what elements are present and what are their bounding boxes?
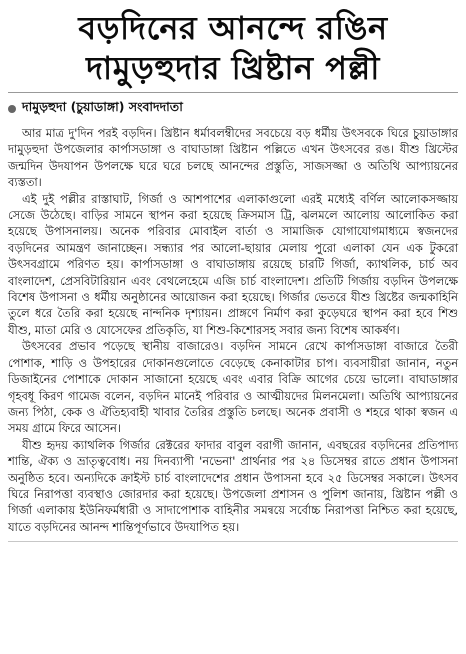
byline (8, 99, 458, 119)
headline-divider (8, 92, 458, 93)
headline-line-1: বড়দিনের আনন্দে রঙিন (78, 9, 388, 47)
headline (8, 8, 458, 88)
byline-text: দামুড়হুদা (চুয়াডাঙ্গা) সংবাদদাতা (22, 99, 183, 114)
paragraph: আর মাত্র দু'দিন পরই বড়দিন। খ্রিষ্টান ধর্মাবলম্বীদের সবচেয়ে বড় ধর্মীয় উৎসবকে ঘিরে চুয়াডাঙ্গার দামুড়হুদা উপজেলার কার্পাসডাঙ্গা ও বাঘাডাঙ্গা খ্রিষ্টান পল্লিতে এখন উৎসবের রঙ। যীশু খ্রিস্টের জন্মদিন উদযাপন উপলক্ষে ঘরে ঘরে চলছে আনন্দের প্রস্তুতি, সাজসজ্জা ও অতিথি আপ্যায়নের ব্যস্ততা। (8, 126, 458, 190)
article-body (8, 125, 458, 535)
headline-line-2: দামুড়হুদার খ্রিষ্টান পল্লী (86, 49, 380, 87)
bullet-icon (8, 105, 16, 113)
paragraph: যীশু হৃদয় ক্যাথলিক গির্জার রেক্টরের ফাদার বাবুল বরাগী জানান, এবছরের বড়দিনের প্রতিপাদ্য শান্তি, ঐক্য ও ভ্রাতৃত্ববোধ। নয় দিনব্যাপী 'নভেনা' প্রার্থনার পর ২৪ ডিসেম্বর রাতে প্রধান উপাসনা অনুষ্ঠিত হবে। অন্যদিকে ক্রাইস্ট চার্চ বাংলাদেশের প্রধান উপাসনা হবে ২৫ ডিসেম্বর সকালে। উৎসব ঘিরে নিরাপত্তা ব্যবস্থাও জোরদার করা হয়েছে। উপজেলা প্রশাসন ও পুলিশ জানায়, খ্রিষ্টান পল্লী ও গির্জা এলাকায় ইউনিফর্মধারী ও সাদাপোশাক বাহিনীর সমন্বয়ে সর্বোচ্চ নিরাপত্তা নিশ্চিত করা হয়েছে, যাতে বড়দিনের আনন্দ শান্তিপূর্ণভাবে উদযাপিত হয়। (8, 437, 458, 534)
bottom-divider (8, 541, 458, 542)
paragraph: এই দুই পল্লীর রাস্তাঘাট, গির্জা ও আশপাশের এলাকাগুলো এরই মধ্যেই বর্ণিল আলোকসজ্জায় সেজে উঠেছে। বাড়ির সামনে স্থাপন করা হয়েছে ক্রিসমাস ট্রি, ঝলমলে আলোয় আলোকিত করা হয়েছে উপাসনালয়। অনেক পরিবার মোবাইল বার্তা ও সামাজিক যোগাযোগমাধ্যমে স্বজনদের বড়দিনের আমন্ত্রণ জানাচ্ছেন। সন্ধ্যার পর আলো-ছায়ার মেলায় পুরো এলাকা যেন এক টুকরো উৎসবগ্রামে পরিণত হয়। কার্পাসডাঙ্গা ও বাঘাডাঙ্গায় রয়েছে চারটি গির্জা, ক্যাথলিক, চার্চ অব বাংলাদেশ, প্রেসবিটারিয়ান এবং বেথলেহেমে এজি চার্চ বাংলাদেশ। প্রতিটি গির্জায় বড়দিন উপলক্ষে বিশেষ উপাসনা ও ধর্মীয় অনুষ্ঠানের আয়োজন করা হয়েছে। গির্জার ভেতরে যীশু খ্রিষ্টের জন্মকাহিনি তুলে ধরে তৈরি করা হয়েছে নান্দনিক দৃশ্যায়ন। প্রাঙ্গণে নির্মাণ করা কুড়েঘরে স্থাপন করা হবে শিশু যীশু, মাতা মেরি ও যোসেফের প্রতিকৃতি, যা শিশু-কিশোরসহ সবার জন্য বিশেষ আকর্ষণ। (8, 191, 458, 337)
paragraph: উৎসবের প্রভাব পড়েছে স্থানীয় বাজারেও। বড়দিন সামনে রেখে কার্পাসডাঙ্গা বাজারে তৈরী পোশাক, শাড়ি ও উপহারের দোকানগুলোতে বেড়েছে কেনাকাটার চাপ। ব্যবসায়ীরা জানান, নতুন ডিজাইনের পোশাকে দোকান সাজানো হয়েছে এবং এবার বিক্রি আগের চেয়ে ভালো। বাঘাডাঙ্গার গৃহবধূ কিরণ গামেজ বলেন, বড়দিন মানেই পরিবার ও আত্মীয়দের মিলনমেলা। অতিথি আপ্যায়নের জন্য পিঠা, কেক ও ঐতিহ্যবাহী খাবার তৈরির প্রস্তুতি চলছে। অনেক প্রবাসী ও শহরে থাকা স্বজন এ সময় গ্রামে ফিরে আসেন। (8, 339, 458, 436)
